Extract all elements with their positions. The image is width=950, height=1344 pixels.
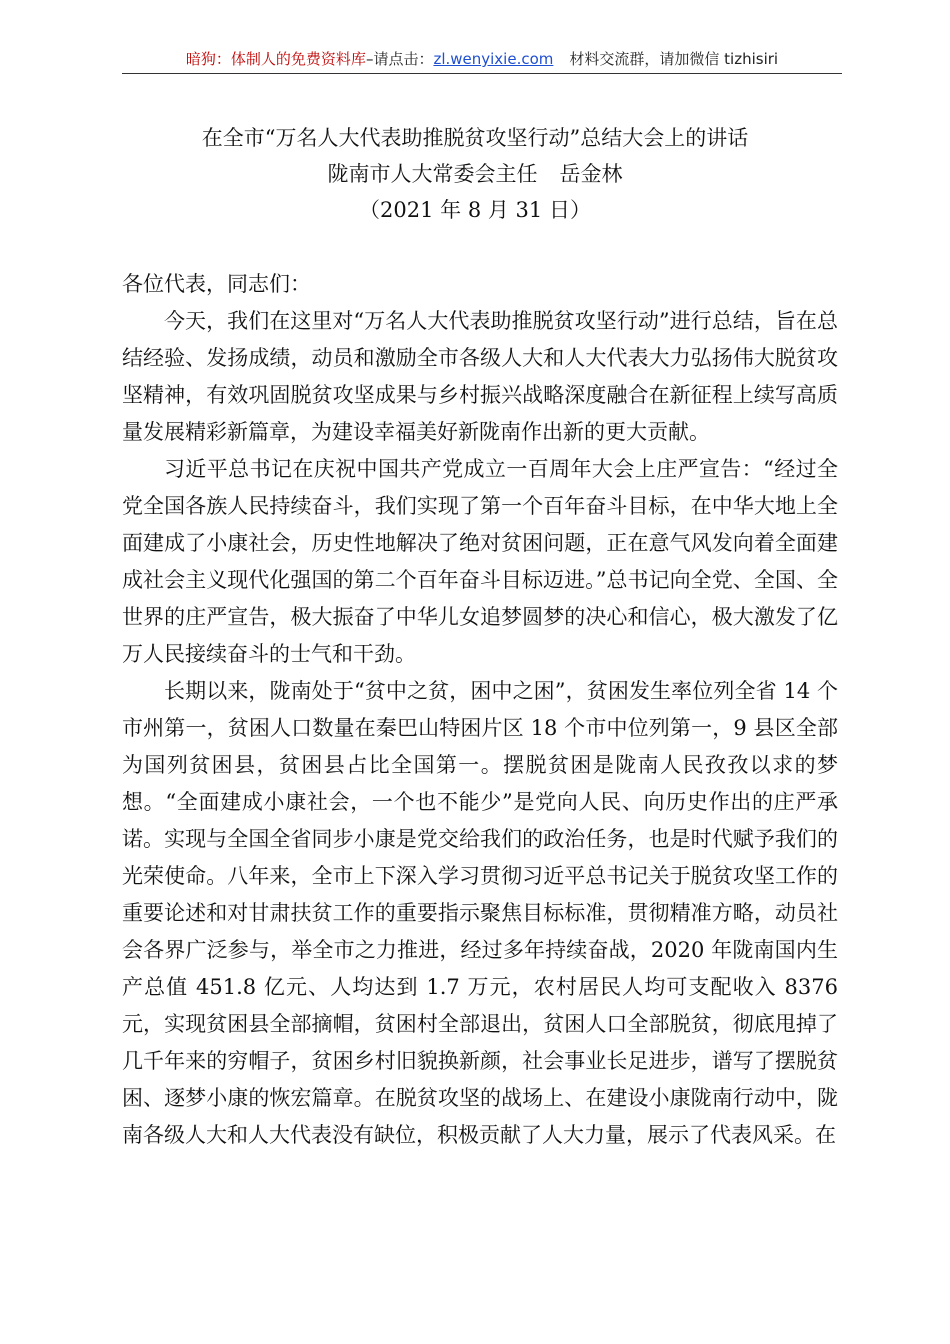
paragraph: 长期以来，陇南处于“贫中之贫，困中之困”，贫困发生率位列全省 14 个市州第一，贫困人口数量在秦巴山特困片区 18 个市中位列第一，9 县区全部为国列贫困县，贫困县占比全国第一。摆脱贫困是陇南人民孜孜以求的梦想。“全面建成小康社会，一个也不能少”是党向人民、向历史作出的庄严承诺。实现与全国全省同步小康是党交给我们的政治任务，也是时代赋予我们的光荣使命。八年来，全市上下深入学习贯彻习近平总书记关于脱贫攻坚工作的重要论述和对甘肃扶贫工作的重要指示聚焦目标标准，贯彻精准方略，动员社会各界广泛参与，举全市之力推进，经过多年持续奋战，2020 年陇南国内生产总值 451.8 亿元、人均达到 1.7 万元，农村居民人均可支配收入 8376 元，实现贫困县全部摘帽，贫困村全部退出，贫困人口全部脱贫，彻底甩掉了几千年来的穷帽子，贫困乡村旧貌换新颜，社会事业长足进步，谱写了摆脱贫困、逐梦小康的恢宏篇章。在脱贫攻坚的战场上、在建设小康陇南行动中，陇南各级人大和人大代表没有缺位，积极贡献了人大力量，展示了代表风采。在 [122,679,838,1147]
paragraph: 今天，我们在这里对“万名人大代表助推脱贫攻坚行动”进行总结，旨在总结经验、发扬成绩，动员和激励全市各级人大和人大代表大力弘扬伟大脱贫攻坚精神，有效巩固脱贫攻坚成果与乡村振兴战略深度融合在新征程上续写高质量发展精彩新篇章，为建设幸福美好新陇南作出新的更大贡献。 [122,309,838,444]
document-title: 在全市“万名人大代表助推脱贫攻坚行动”总结大会上的讲话 [201,126,749,150]
title-block [100,120,850,228]
speech-date: （2021 年 8 月 31 日） [359,198,591,222]
document-body [122,266,838,1154]
speaker-line [100,156,850,192]
paragraph: 习近平总书记在庆祝中国共产党成立一百周年大会上庄严宣告：“经过全党全国各族人民持续奋斗，我们实现了第一个百年奋斗目标，在中华大地上全面建成了小康社会，历史性地解决了绝对贫困问题，正在意气风发向着全面建成社会主义现代化强国的第二个百年奋斗目标迈进。”总书记向全党、全国、全世界的庄严宣告，极大振奋了中华儿女追梦圆梦的决心和信心，极大激发了亿万人民接续奋斗的士气和干劲。 [122,457,838,666]
speaker-name: 岳金林 [559,162,623,186]
speaker-position: 陇南市人大常委会主任 [327,162,538,186]
salutation: 各位代表，同志们： [122,272,311,296]
header-prompt: –请点击： [365,50,434,68]
header-link[interactable]: zl.wenyixie.com [433,50,554,68]
page-header [122,48,842,74]
header-contact: 材料交流群，请加微信 tizhisiri [569,50,779,68]
header-brand: 暗狗：体制人的免费资料库 [185,50,366,68]
